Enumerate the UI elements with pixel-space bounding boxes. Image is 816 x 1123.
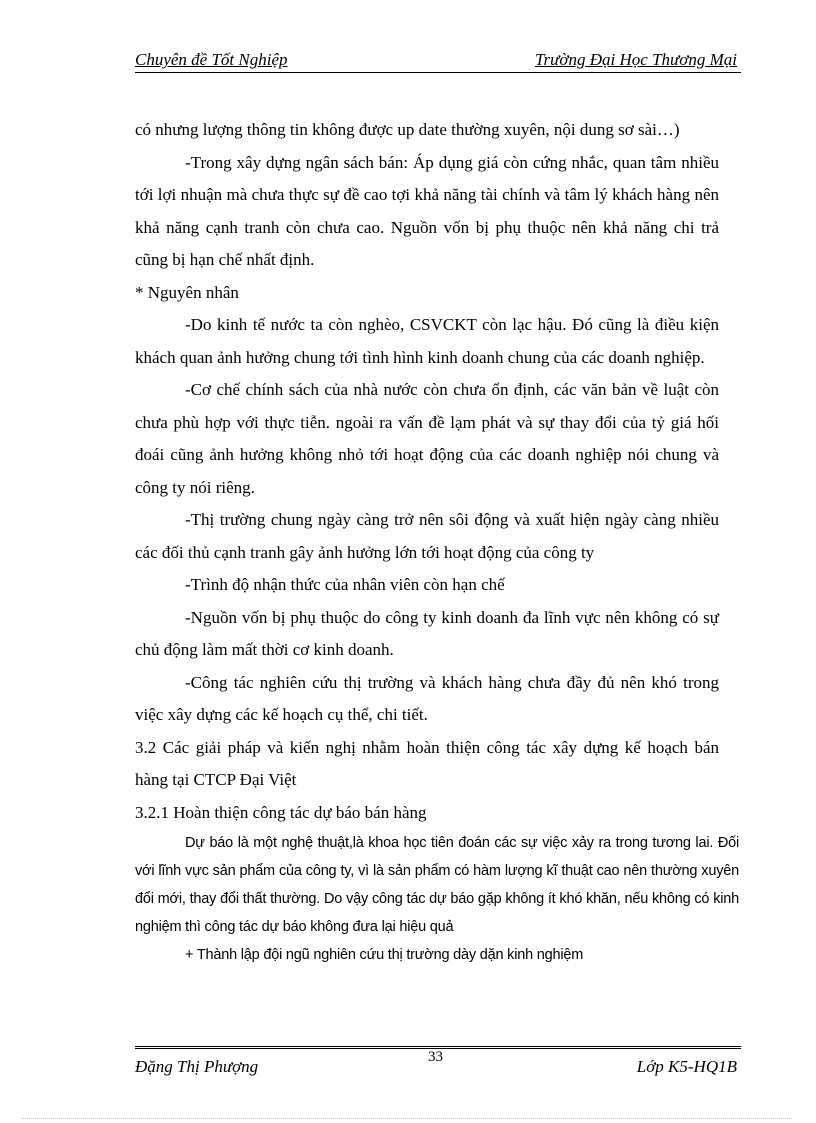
paragraph-7: -Trình độ nhận thức của nhân viên còn hạn chế: [185, 575, 505, 594]
paragraph-9: -Công tác nghiên cứu thị trường và khách hàng chưa đầy đủ nên khó trong việc xây dựng các kế hoạch cụ thể, chi tiết.: [135, 672, 719, 724]
paragraph-11: + Thành lập đội ngũ nghiên cứu thị trường dày dặn kinh nghiệm: [185, 947, 584, 963]
paragraph-5: -Cơ chế chính sách của nhà nước còn chưa ổn định, các văn bản về luật còn chưa phù hợp với thực tiễn. ngoài ra vấn đề lạm phát và sự thay đổi của tỷ giá hối đoái cũng ảnh hưởng không nhỏ tới hoạt động của các doanh nghiệp nói chung và công ty nói riêng.: [135, 380, 719, 497]
header-left: Chuyên đề Tốt Nghiệp: [135, 50, 288, 69]
page-edge-divider: [22, 1118, 792, 1119]
section-heading-3-2-1: 3.2.1 Hoàn thiện công tác dự báo bán hàng: [135, 802, 427, 822]
paragraph-6: -Thị trường chung ngày càng trở nên sôi động và xuất hiện ngày càng nhiều các đối thủ cạnh tranh gây ảnh hưởng lớn tới hoạt động của công ty: [135, 510, 719, 562]
section-heading-3-2: 3.2 Các giải pháp và kiến nghị nhằm hoàn thiện công tác xây dựng kế hoạch bán hàng tại CTCP Đại Việt: [135, 737, 719, 789]
paragraph-3: * Nguyên nhân: [135, 282, 239, 302]
footer-author: Đặng Thị Phượng: [135, 1057, 259, 1076]
paragraph-8: -Nguồn vốn bị phụ thuộc do công ty kinh doanh đa lĩnh vực nên không có sự chủ động làm mất thời cơ kinh doanh.: [135, 607, 719, 659]
footer-class: Lớp K5-HQ1B: [636, 1057, 737, 1076]
paragraph-4: -Do kinh tế nước ta còn nghèo, CSVCKT còn lạc hậu. Đó cũng là điều kiện khách quan ảnh hưởng chung tới tình hình kinh doanh chung của các doanh nghiệp.: [135, 315, 719, 367]
page-header: [135, 48, 741, 73]
header-right: Trường Đại Học Thương Mại: [535, 50, 737, 69]
page-footer: [135, 1046, 741, 1089]
document-body: [135, 114, 739, 969]
paragraph-1: có nhưng lượng thông tin không được up date thường xuyên, nội dung sơ sài…): [135, 120, 680, 139]
page-number: 33: [428, 1049, 443, 1065]
paragraph-2: -Trong xây dựng ngân sách bán: Áp dụng giá còn cứng nhắc, quan tâm nhiều tới lợi nhuận mà chưa thực sự đề cao tợi khả năng tài chính và tâm lý khách hàng nên khả năng cạnh tranh còn chưa cao. Nguồn vốn bị phụ thuộc nên khả năng chi trả cũng bị hạn chế nhất định.: [135, 152, 719, 269]
paragraph-10: Dự báo là một nghệ thuật,là khoa học tiên đoán các sự việc xảy ra trong tương lai. Đối với lĩnh vực sản phẩm của công ty, vì là sản phẩm có hàm lượng kĩ thuật cao nên thường xuyên đổi mới, thay đổi thất thường. Do vậy công tác dự báo gặp không ít khó khăn, nếu không có kinh nghiệm thì công tác dự báo không đưa lại hiệu quả: [135, 835, 739, 935]
